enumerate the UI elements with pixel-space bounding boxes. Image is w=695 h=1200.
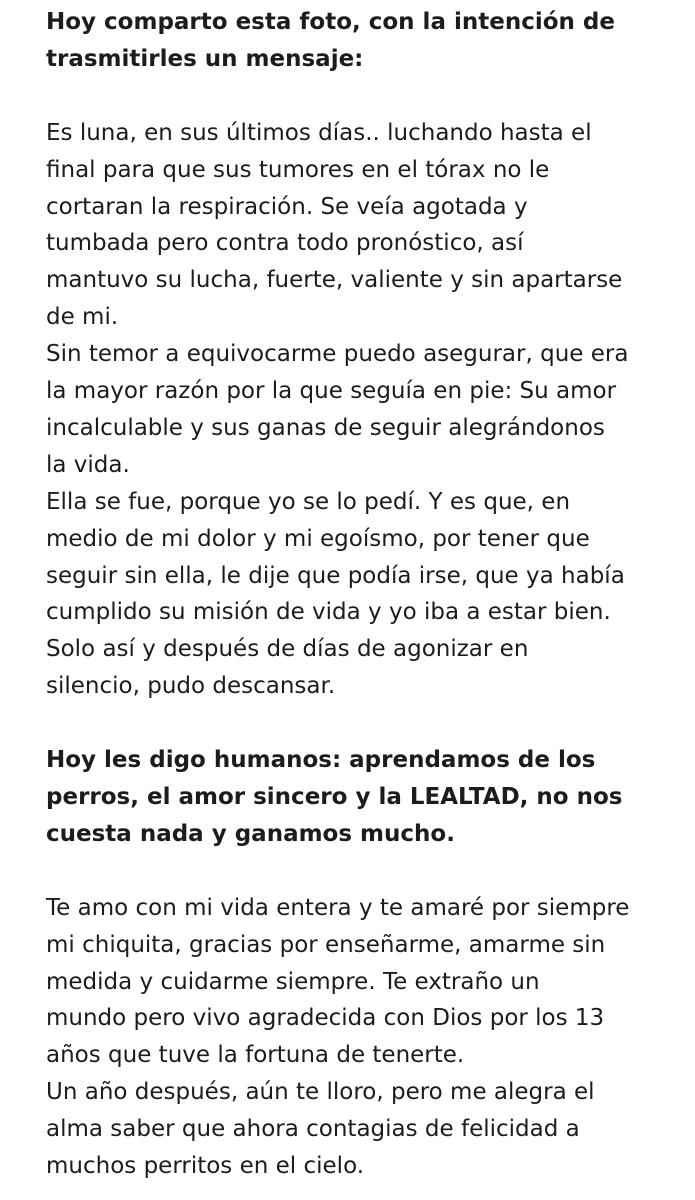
farewell-line: medida y cuidarme siempre. Te extraño un — [46, 968, 540, 995]
message-line: cuesta nada y ganamos mucho. — [46, 820, 455, 847]
farewell-line: Un año después, aún te lloro, pero me alegra el — [46, 1079, 595, 1106]
farewell-line: Te amo con mi vida entera y te amaré por siempre — [46, 894, 630, 921]
farewell-paragraph — [46, 890, 695, 1185]
story-line: de mi. — [46, 304, 119, 331]
story-paragraph — [46, 115, 695, 706]
intro-line: trasmitirles un mensaje: — [46, 45, 364, 72]
intro-paragraph — [46, 4, 695, 78]
message-paragraph — [46, 742, 695, 853]
paragraph-spacer — [46, 853, 695, 890]
story-line: medio de mi dolor y mi egoísmo, por tener que — [46, 525, 590, 552]
story-line: cortaran la respiración. Se veía agotada y — [46, 193, 528, 220]
farewell-line: mi chiquita, gracias por enseñarme, amarme sin — [46, 931, 606, 958]
story-line: cumplido su misión de vida y yo iba a estar bien. — [46, 599, 611, 626]
story-line: Ella se fue, porque yo se lo pedí. Y es que, en — [46, 488, 571, 515]
story-line: silencio, pudo descansar. — [46, 673, 336, 700]
story-line: la vida. — [46, 451, 130, 478]
story-line: Solo así y después de días de agonizar en — [46, 636, 529, 663]
farewell-line: años que tuve la fortuna de tenerte. — [46, 1042, 465, 1069]
story-line: tumbada pero contra todo pronóstico, así — [46, 230, 524, 257]
intro-line: Hoy comparto esta foto, con la intención de — [46, 9, 615, 35]
message-line: Hoy les digo humanos: aprendamos de los — [46, 747, 596, 774]
message-line: perros, el amor sincero y la LEALTAD, no nos — [46, 784, 623, 810]
story-line: mantuvo su lucha, fuerte, valiente y sin apartarse — [46, 267, 623, 294]
farewell-line: alma saber que ahora contagias de felicidad a — [46, 1116, 580, 1143]
story-line: seguir sin ella, le dije que podía irse, que ya había — [46, 562, 625, 589]
paragraph-spacer — [46, 78, 695, 115]
farewell-line: muchos perritos en el cielo. — [46, 1153, 365, 1180]
paragraph-spacer — [46, 705, 695, 742]
story-line: incalculable y sus ganas de seguir alegrándonos — [46, 414, 605, 441]
story-line: final para que sus tumores en el tórax no le — [46, 156, 550, 183]
story-line: la mayor razón por la que seguía en pie: Su amor — [46, 378, 617, 405]
farewell-line: mundo pero vivo agradecida con Dios por los 13 — [46, 1005, 605, 1032]
story-line: Sin temor a equivocarme puedo asegurar, que era — [46, 341, 629, 368]
story-line: Es luna, en sus últimos días.. luchando hasta el — [46, 119, 592, 146]
